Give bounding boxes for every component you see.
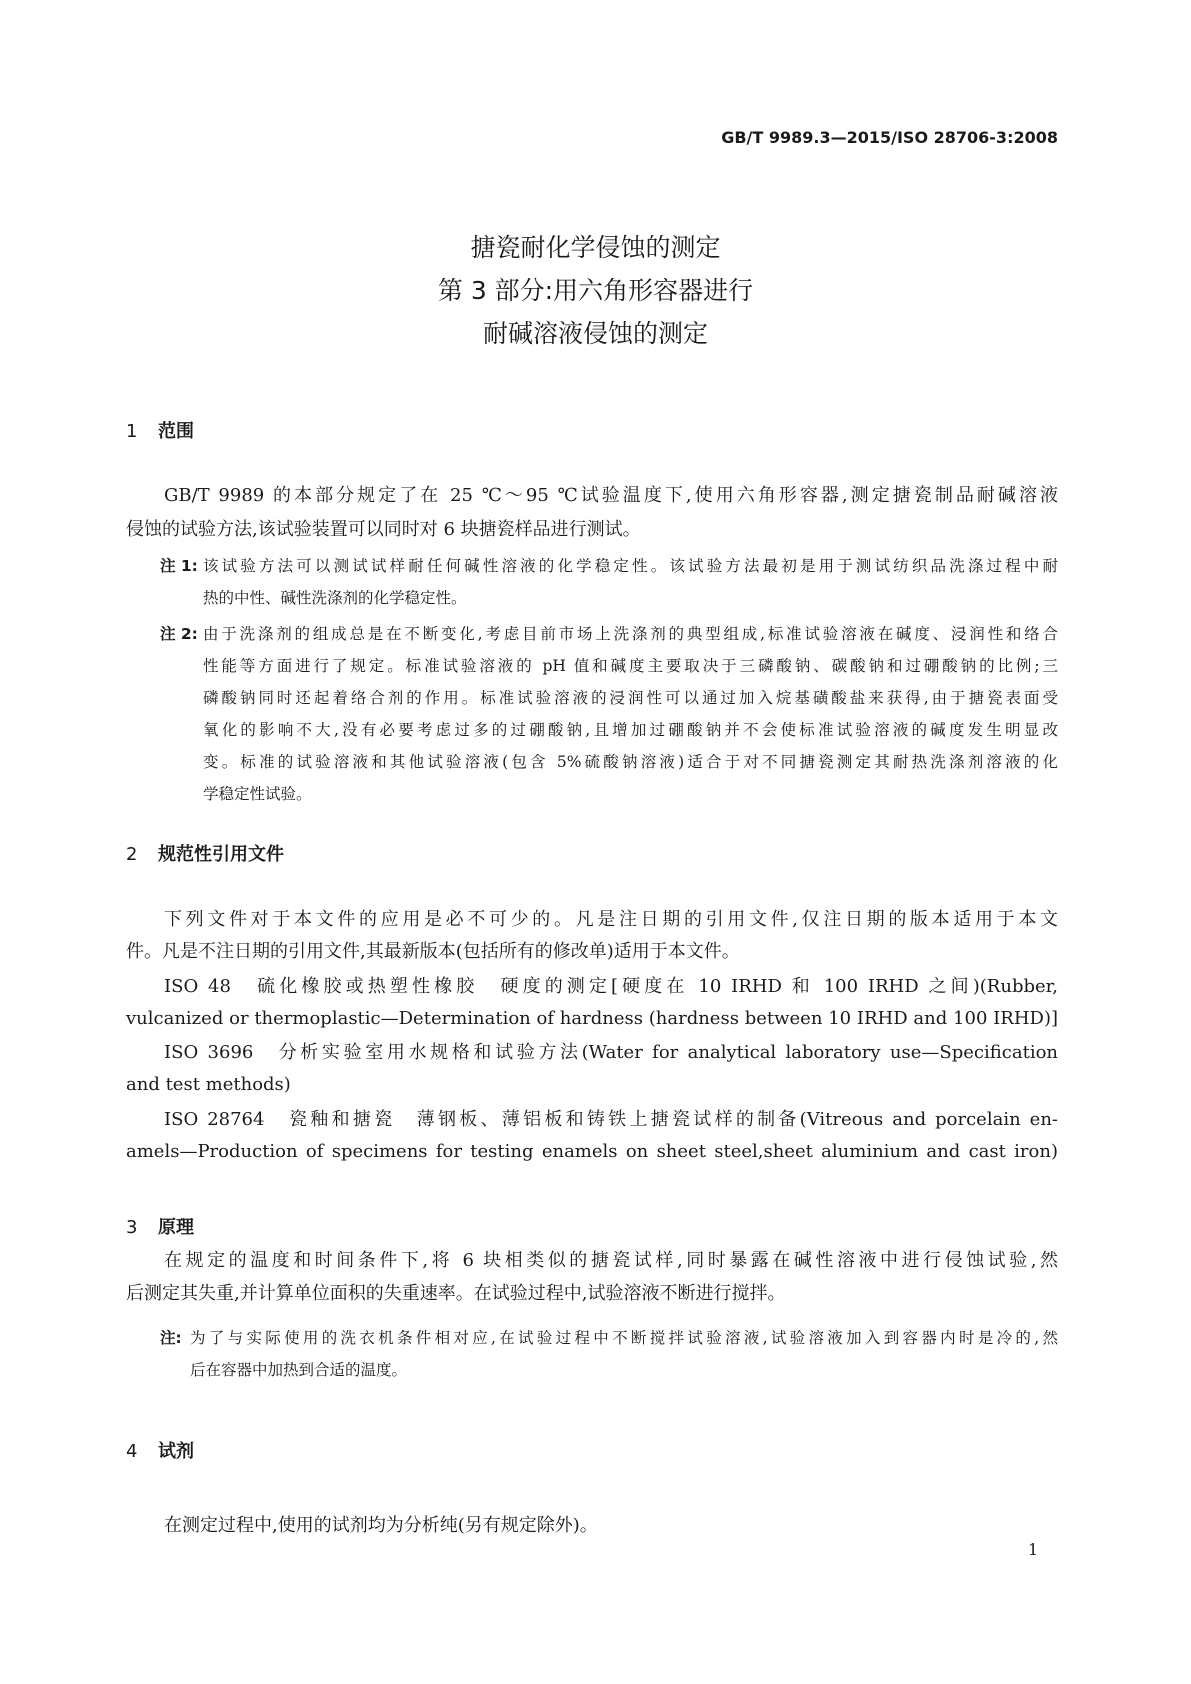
note-label: 注 1: bbox=[160, 557, 198, 575]
reference-line: vulcanized or thermoplastic—Determination of hardness (hardness between 10 IRHD and 100 IRHD)] bbox=[126, 1008, 1058, 1029]
title-line-2: 第 3 部分:用六角形容器进行 bbox=[437, 276, 754, 305]
paragraph-line: 下列文件对于本文件的应用是必不可少的。凡是注日期的引用文件,仅注日期的版本适用于本文 bbox=[164, 909, 1058, 930]
note-line: 磷酸钠同时还起着络合剂的作用。标准试验溶液的浸润性可以通过加入烷基磺酸盐来获得,由于搪瓷表面受 bbox=[203, 689, 1058, 707]
title-line-1: 搪瓷耐化学侵蚀的测定 bbox=[470, 233, 721, 262]
paragraph-line: 后测定其失重,并计算单位面积的失重速率。在试验过程中,试验溶液不断进行搅拌。 bbox=[126, 1283, 786, 1304]
note-line: 后在容器中加热到合适的温度。 bbox=[190, 1361, 408, 1379]
section-number: 1 bbox=[126, 421, 138, 442]
standard-number: GB/T 9989.3—2015/ISO 28706-3:2008 bbox=[721, 128, 1058, 147]
section-heading-1 bbox=[126, 420, 194, 444]
section-title: 试剂 bbox=[158, 1441, 194, 1462]
note-line: 由于洗涤剂的组成总是在不断变化,考虑目前市场上洗涤剂的典型组成,标准试验溶液在碱度、浸润性和络合 bbox=[203, 625, 1058, 643]
paragraph-line: GB/T 9989 的本部分规定了在 25 ℃～95 ℃试验温度下,使用六角形容器,测定搪瓷制品耐碱溶液 bbox=[164, 485, 1058, 506]
section-title: 范围 bbox=[158, 421, 194, 442]
section-number: 4 bbox=[126, 1441, 138, 1462]
section-heading-3 bbox=[126, 1216, 194, 1240]
note-label: 注: bbox=[160, 1329, 182, 1347]
section-heading-4 bbox=[126, 1440, 194, 1464]
section-number: 2 bbox=[126, 844, 138, 865]
note-line: 学稳定性试验。 bbox=[203, 785, 312, 803]
page-number: 1 bbox=[1028, 1540, 1039, 1559]
title-line-3: 耐碱溶液侵蚀的测定 bbox=[482, 319, 708, 348]
reference-line: and test methods) bbox=[126, 1074, 291, 1095]
section-heading-2 bbox=[126, 843, 284, 867]
paragraph-line: 在规定的温度和时间条件下,将 6 块相类似的搪瓷试样,同时暴露在碱性溶液中进行侵蚀试验,然 bbox=[164, 1250, 1058, 1271]
note-line: 变。标准的试验溶液和其他试验溶液(包含 5%硫酸钠溶液)适合于对不同搪瓷测定其耐热洗涤剂溶液的化 bbox=[203, 753, 1058, 771]
paragraph-line: 侵蚀的试验方法,该试验装置可以同时对 6 块搪瓷样品进行测试。 bbox=[126, 519, 641, 540]
note-line: 性能等方面进行了规定。标准试验溶液的 pH 值和碱度主要取决于三磷酸钠、碳酸钠和过硼酸钠的比例;三 bbox=[203, 657, 1058, 675]
note-line: 为了与实际使用的洗衣机条件相对应,在试验过程中不断搅拌试验溶液,试验溶液加入到容器内时是冷的,然 bbox=[190, 1329, 1058, 1347]
reference-line: amels—Production of specimens for testing enamels on sheet steel,sheet aluminium and cast iron) bbox=[126, 1141, 1058, 1162]
section-number: 3 bbox=[126, 1217, 138, 1238]
note-line: 该试验方法可以测试试样耐任何碱性溶液的化学稳定性。该试验方法最初是用于测试纺织品洗涤过程中耐 bbox=[203, 557, 1058, 575]
note-line: 热的中性、碱性洗涤剂的化学稳定性。 bbox=[203, 589, 467, 607]
reference-line: ISO 48 硫化橡胶或热塑性橡胶 硬度的测定[硬度在 10 IRHD 和 100 IRHD 之间)(Rubber, bbox=[164, 976, 1058, 997]
reference-line: ISO 3696 分析实验室用水规格和试验方法(Water for analytical laboratory use—Specification bbox=[164, 1042, 1058, 1063]
paragraph-line: 件。凡是不注日期的引用文件,其最新版本(包括所有的修改单)适用于本文件。 bbox=[126, 941, 740, 962]
reference-line: ISO 28764 瓷釉和搪瓷 薄钢板、薄铝板和铸铁上搪瓷试样的制备(Vitreous and porcelain en- bbox=[164, 1109, 1058, 1130]
section-title: 规范性引用文件 bbox=[158, 844, 284, 865]
section-title: 原理 bbox=[158, 1217, 194, 1238]
note-label: 注 2: bbox=[160, 625, 198, 643]
paragraph-line: 在测定过程中,使用的试剂均为分析纯(另有规定除外)。 bbox=[164, 1515, 598, 1536]
note-line: 氧化的影响不大,没有必要考虑过多的过硼酸钠,且增加过硼酸钠并不会使标准试验溶液的碱度发生明显改 bbox=[203, 721, 1058, 739]
